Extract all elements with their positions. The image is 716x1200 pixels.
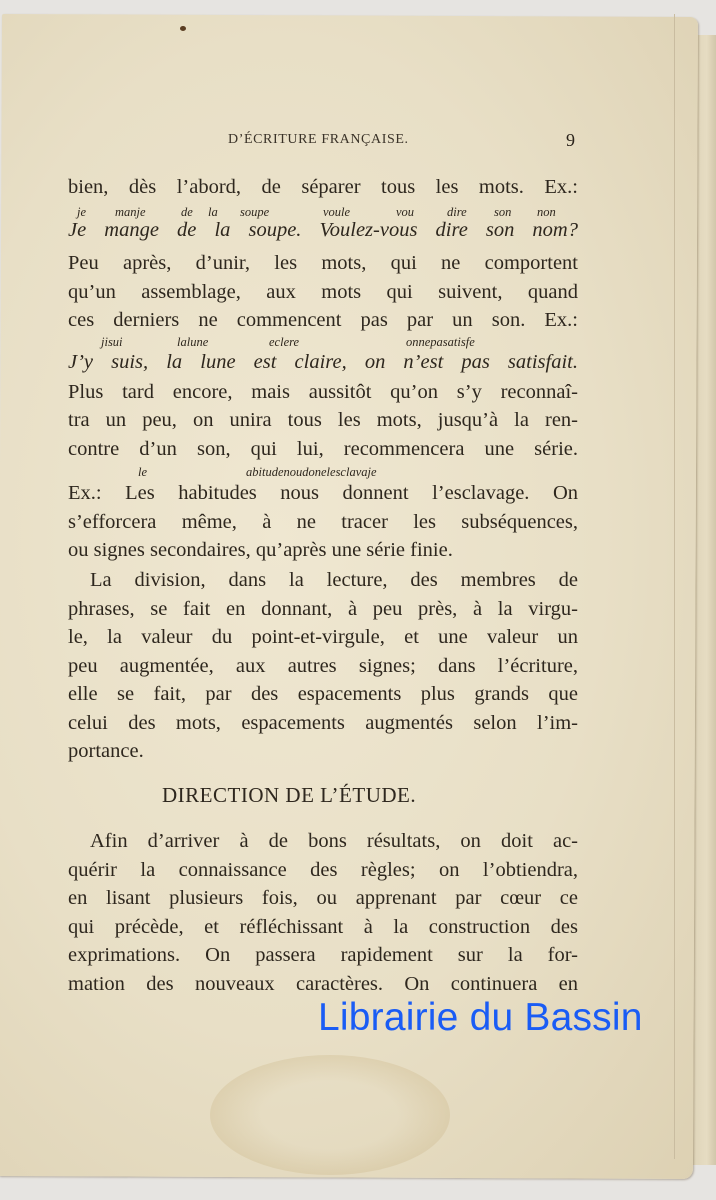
text-line: portance.	[68, 740, 144, 762]
text-line: contre d’un son, qui lui, recommencera une série.	[68, 438, 578, 460]
text-line: elle se fait, par des espacements plus grands que	[68, 683, 578, 705]
text-line: exprimations. On passera rapidement sur la for-	[68, 944, 578, 966]
text-line: Afin d’arriver à de bons résultats, on doit ac-	[90, 830, 578, 852]
text-line: celui des mots, espacements augmentés selon l’im-	[68, 712, 578, 734]
phonetic-gloss: manje	[115, 205, 146, 219]
phonetic-gloss: dire	[447, 205, 467, 219]
watermark-text: Librairie du Bassin	[318, 996, 643, 1039]
phonetic-gloss: non	[537, 205, 556, 219]
text-line: ou signes secondaires, qu’après une série finie.	[68, 539, 453, 561]
text-line: tra un peu, on unira tous les mots, jusqu’à la ren-	[68, 409, 578, 431]
text-line: ces derniers ne commencent pas par un son. Ex.:	[68, 309, 578, 331]
ink-speck	[180, 26, 186, 31]
example-line: J’y suis, la lune est claire, on n’est pas satisfait.	[68, 351, 578, 373]
phonetic-gloss: de	[181, 205, 193, 219]
example-line: Je mange de la soupe. Voulez-vous dire son nom?	[68, 219, 578, 241]
text-line: qu’un assemblage, aux mots qui suivent, quand	[68, 281, 578, 303]
text-line: La division, dans la lecture, des membres de	[90, 569, 578, 591]
phonetic-gloss: lalune	[177, 335, 209, 349]
phonetic-gloss: soupe	[240, 205, 270, 219]
text-line: peu augmentée, aux autres signes; dans l’écriture,	[68, 655, 578, 677]
section-heading: DIRECTION DE L’ÉTUDE.	[162, 783, 417, 807]
example-line: Ex.: Les habitudes nous donnent l’esclavage. On	[68, 482, 578, 504]
water-stain	[210, 1055, 450, 1175]
phonetic-gloss: le	[138, 465, 148, 479]
text-line: qui précède, et réfléchissant à la construction des	[68, 916, 578, 938]
text-line: Peu après, d’unir, les mots, qui ne comportent	[68, 252, 578, 274]
text-line: Plus tard encore, mais aussitôt qu’on s’y reconnaî-	[68, 381, 578, 403]
phonetic-gloss: vou	[396, 205, 415, 219]
text-line: mation des nouveaux caractères. On continuera en	[68, 973, 578, 995]
phonetic-gloss: eclere	[269, 335, 300, 349]
page-fold-line	[674, 14, 675, 1159]
text-line: s’efforcera même, à ne tracer les subséquences,	[68, 511, 578, 533]
running-head: D’ÉCRITURE FRANÇAISE.	[228, 132, 409, 147]
text-line: bien, dès l’abord, de séparer tous les mots. Ex.:	[68, 176, 578, 198]
page-number: 9	[566, 130, 575, 150]
text-line: quérir la connaissance des règles; on l’obtiendra,	[68, 859, 578, 881]
phonetic-gloss: la	[208, 205, 218, 219]
phonetic-gloss: onnepasatisfe	[406, 335, 475, 349]
phonetic-gloss: je	[77, 205, 87, 219]
phonetic-gloss: abitudenoudonelesclavaje	[246, 465, 377, 479]
phonetic-gloss: son	[494, 205, 512, 219]
text-line: le, la valeur du point-et-virgule, et une valeur un	[68, 626, 578, 648]
phonetic-gloss: voule	[323, 205, 351, 219]
text-line: phrases, se fait en donnant, à peu près, à la virgu-	[68, 598, 578, 620]
text-line: en lisant plusieurs fois, ou apprenant par cœur ce	[68, 887, 578, 909]
phonetic-gloss: jisui	[101, 335, 123, 349]
